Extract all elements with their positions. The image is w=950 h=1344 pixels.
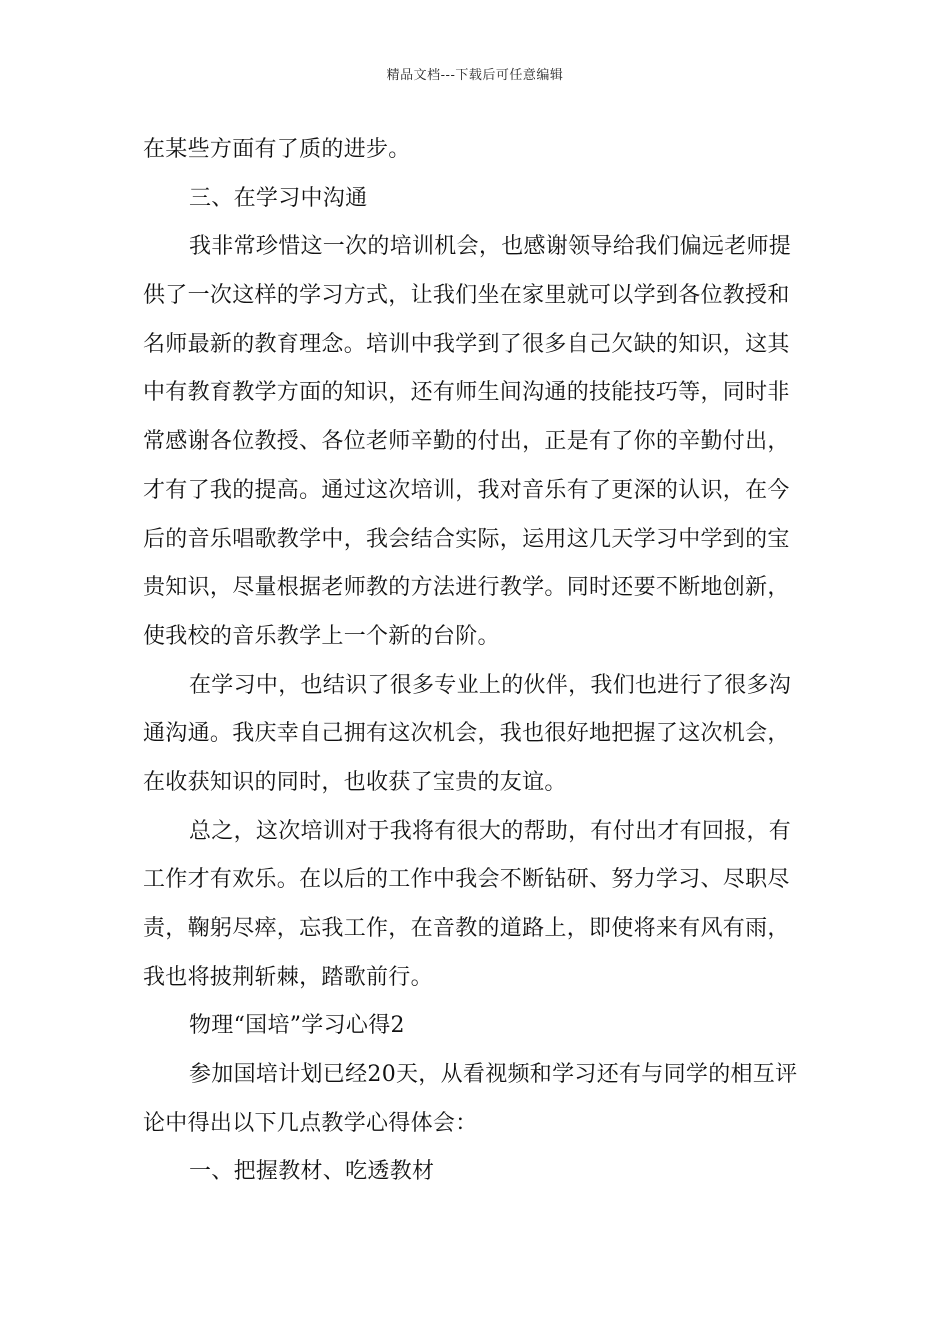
- text-line: 总之，这次培训对于我将有很大的帮助，有付出才有回报，有: [189, 818, 792, 844]
- text-line: 名师最新的教育理念。培训中我学到了很多自己欠缺的知识，这其: [143, 331, 790, 357]
- page-header: 精品文档---下载后可任意编辑: [386, 68, 564, 83]
- text-line: 责，鞠躬尽瘁，忘我工作，在音教的道路上，即使将来有风有雨，: [143, 916, 790, 941]
- text-line: 论中得出以下几点教学心得体会：: [143, 1110, 478, 1136]
- text-line: 在收获知识的同时，也收获了宝贵的友谊。: [143, 769, 567, 795]
- text-line: 在学习中，也结识了很多专业上的伙伴，我们也进行了很多沟: [189, 672, 792, 698]
- text-line: 工作才有欢乐。在以后的工作中我会不断钻研、努力学习、尽职尽: [143, 867, 790, 893]
- text-line: 我也将披荆斩棘，踏歌前行。: [143, 964, 433, 990]
- text-line: 后的音乐唱歌教学中，我会结合实际，运用这几天学习中学到的宝: [143, 526, 790, 552]
- section-heading: 物理“国培”学习心得2: [189, 1013, 405, 1039]
- text-line: 才有了我的提高。通过这次培训，我对音乐有了更深的认识，在今: [143, 477, 790, 503]
- document-body: [143, 126, 808, 1197]
- text-line: 贵知识，尽量根据老师教的方法进行教学。同时还要不断地创新，: [143, 575, 790, 601]
- text-line: 常感谢各位教授、各位老师辛勤的付出，正是有了你的辛勤付出，: [143, 429, 790, 455]
- text-line: 通沟通。我庆幸自己拥有这次机会，我也很好地把握了这次机会，: [143, 721, 790, 747]
- text-line: 供了一次这样的学习方式，让我们坐在家里就可以学到各位教授和: [143, 283, 790, 309]
- text-line: 三、在学习中沟通: [189, 185, 368, 211]
- text-line: 参加国培计划已经20天，从看视频和学习还有与同学的相互评: [189, 1062, 798, 1088]
- text-line: 我非常珍惜这一次的培训机会，也感谢领导给我们偏远老师提: [189, 234, 792, 260]
- text-line: 在某些方面有了质的进步。: [143, 137, 411, 162]
- text-line: 一、把握教材、吃透教材: [189, 1159, 435, 1185]
- text-line: 使我校的音乐教学上一个新的台阶。: [143, 623, 500, 649]
- text-line: 中有教育教学方面的知识，还有师生间沟通的技能技巧等，同时非: [143, 380, 790, 406]
